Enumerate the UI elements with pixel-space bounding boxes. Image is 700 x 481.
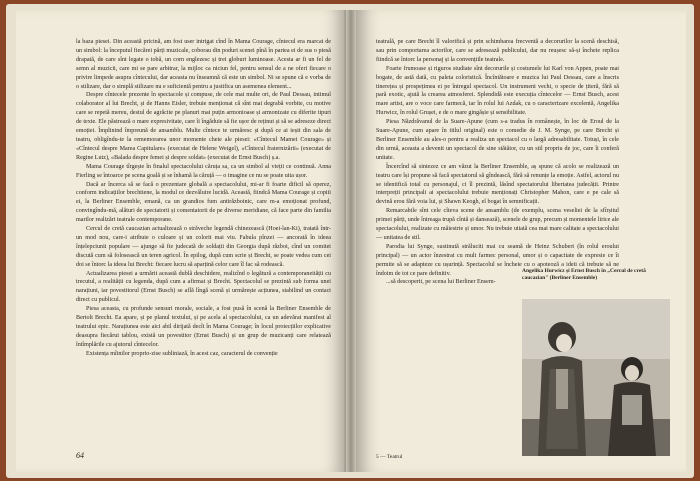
photo-caption: Angelika Hurwicz și Ernst Busch în „Cercul de cretă caucazian" (Berliner Ensemble) bbox=[522, 268, 646, 281]
paragraph: Mama Courage tîrgește în finalul spectacolului căruța sa, ca un simbol al vieții ce continuă. Anna Fierling se întoarce pe scena goală și se înhamă la căruță — o imagine ce nu se poate uita ușor. bbox=[76, 163, 331, 179]
paragraph: Foarte frumoase și riguros studiate sînt decorurile și costumele lui Karl von Appen, poate mai bogate, de astă dată, cu paleta coloristică. Încîntătoare e muzica lui Paul Dessau, care a înscris tinerețea și prospețimea ei pe întregul spectacol. Un instrument vechi, o specie de țiteră, fără să pară exotic, ajută la crearea atmosferei. Splendidă este execuția cîntecelor — Ernst Busch, acest mare artist, are o voce care farmecă, iar în rolul lui Azdak, cu o caracterizare excelentă, Angelika Hurwicz, în rolul Grușei, e de o mare gingășie și sensibilitate. bbox=[376, 65, 619, 117]
right-page bbox=[356, 10, 686, 472]
page-number: 64 bbox=[76, 451, 84, 460]
paragraph: ...să descoperit, pe scena lui Berliner Ensem- bbox=[386, 279, 496, 286]
stage-photo-illustration bbox=[522, 299, 670, 456]
paragraph: Piesa aceasta, cu profunde sensuri morale, sociale, a fost pusă în scenă la Berliner Ensemble de Bertolt Brecht. Ea apare, și pe planul textului, și pe acela al spectacolului, ca un adevărat manifest al teatrului epic. Narațiunea este aici abil dirijată decît în Mama Courage; în locul proiecțiilor explicative deasupra fiecărui tablou, există un povestitor (Ernst Busch) și un grup de muzicanți care relatează întîmplările cu ajutorul cîntecelor. bbox=[76, 306, 331, 348]
paragraph: Despre cîntecele prezente în spectacole și compuse, de cele mai multe ori, de Paul Dessau, intimul colaborator al lui Brecht, și de Hanns Eisler, trebuie menționat că sînt mai degrabă vorbite, cu motive care se repetă mereu, destul de agrăcite pe planuri mai puțin armonioase și armonizate cu diferite tipuri de texte. Ele păstrează o mare expresivitate, care îi îngăduie să fie ușor de reținut și să se adreseze direct emoției. Împlinind împreună de ansamblu. Multe cîntece te urmăresc și după ce ai ieșit din sala de teatru, obligîndu-te la rememorarea unor momente cheie ale piesei: «Cîntecul Mamei Courage» și «Cîntecul despre Marea Capitulare» (executat de Helene Weigel), «Cîntecul fraternizării» (executat de Regine Lutz), «Balada despre femei și despre soldat» (executat de Ernst Busch) ș.a. bbox=[76, 92, 331, 161]
paragraph: Existența mîinilor proprio-zise subliniază, în acest caz, caracterul de convenție bbox=[86, 350, 278, 357]
paragraph: Dacă ar încerca să se facă o prezentare globală a spectacolului, mi-ar fi foarte dificil să operez, conform indicațiilor brechtiene, la modul ce dezvăluire lucidă. Această, fiindcă Mama Courage și copiii ei, la Berliner Ensemble, emană, ca un grandios fum antirăzboinic, care m-a emoționat profund, convingîndu-mă, alături de spectatorii și comentatorii de pe diverse meridiane, că face parte din familia marilor realizări teatrale contemporane. bbox=[76, 181, 331, 224]
open-book bbox=[6, 4, 694, 478]
stage-photo bbox=[522, 299, 670, 456]
paragraph: Remarcabile sînt cele cîteva scene de ansamblu (de exemplu, scena veseliei de la sfîrșitul primei părți, unde întreaga trupă cîntă și dansează), scenele de grup, precum și momentele lirice ale spectacolului, realizate cu măiestrie și umor. Nu trebuie uitată cea mai mare calitate a spectacolului — unitatea de stil. bbox=[376, 208, 619, 241]
page-footer: 5 — Teatrul bbox=[376, 454, 403, 460]
left-page-text bbox=[76, 38, 331, 359]
paragraph: Cercul de cretă caucazian actualizează o străveche legendă chinezească (Hoei-lan-Ki), tratată într-un mod nou, care-i atribuie o culoare și un colorit mai viu. Fabula pînzei — ancorată în ideea înțelepciunii populare — ajunge să fie judecată de soldații din Georgia după război, cînd un comitet discută cum să folosească un teren agricol. În epilog, după cum scrie și Brecht, se poate vedea cum cei doi se întorc la ideea lui Brecht: fiecare lucru să aparțină celor care îl fac să rodească. bbox=[76, 226, 331, 268]
paragraph: Piesa Năzdrăvanul de la Suare-Apune (cum s-a tradus în românește, în loc de Eroul de la Suare-Apune, cum apare în titlul original) este o comedie de J. M. Synge, pe care Brecht și Berliner Ensemble au ales-o pentru a realiza un spectacol cu o largă adresabilitate. Totuși, în cele din urmă, aceasta a devenit un spectacol de sine stătător, cu un stil propriu de joc, care îi conferă unitate. bbox=[376, 119, 619, 161]
right-page-text bbox=[376, 38, 619, 287]
left-page bbox=[16, 10, 346, 472]
paragraph: Încercînd să sintezez ce am văzut la Berliner Ensemble, aș spune că acolo se realizează un teatru care își propune să facă spectatorul să gîndească, fără să renunțe la emoție. Astfel, actorul nu se identifică total cu personajul, ci îl prezintă, lăsînd spectatorului libertatea judecății. Printre interpreții principali ai spectacolului trebuie menționați Christopher Mahon, care e pe cale să devină erou fără voia lui, și Shawn Keogh, el bogat în semnificații. bbox=[376, 163, 619, 206]
paragraph: Actualizarea piesei a urmărit această dublă deschidere, realizînd o legătură a contemporaneității cu trecutul, a realității cu legenda, după cum a afirmat și Brecht. Spectacolul se prezintă sub forma unei narațiuni, iar povestitorul (Ernst Busch) se află lîngă scenă și urmărește acțiunea, stabilind un contact direct cu publicul. bbox=[76, 270, 331, 304]
paragraph: la baza piesei. Din această pricină, am fost user intrigat cînd în Mama Courage, cîntecul era marcat de un simbol: la începutul fiecărei părți muzicale, coborau din poduri scenei pînă în partea ei de sus o piesă drapată, de care sînt legate o tobă, un corn englezesc și trei globuri luminoase. Acesta ar fi un fel de semn al muzicii, care mi se pare arbitrar, la mijloc ca niciun fel, pentru sensul de a ne oferi fiecare o privire limpede asupra cîntecului, dar aceasta nu înseamnă că este un simbol. Ni se spune că e vorba de o stilizare, dar o simplă stilizare nu e suficientă pentru a justifica un asemenea element... bbox=[76, 39, 331, 90]
paragraph: Parodia lui Synge, sustinută străluciti mai cu seamă de Heinz Schubert (în rolul eroului principal) — un actor înzestrat cu mult farmec personal, umor și o capacitate de expresie ce îi permite să se adapteze cu ușurință. Spectacolul se încheie cu o apoteoză a ideii că trebuie să ne îndoim de tot ce pare definitiv. bbox=[376, 243, 619, 277]
paragraph: teatrală, pe care Brecht îl valorifică și prin schimbarea frecventă a decorurilor la scenă deschisă, sau prin comportarea actorilor, care se adresează publicului, dar nu reușesc să-și încheie replica fiindcă se întorc la personaj și la convențiile teatrale. bbox=[376, 39, 619, 63]
